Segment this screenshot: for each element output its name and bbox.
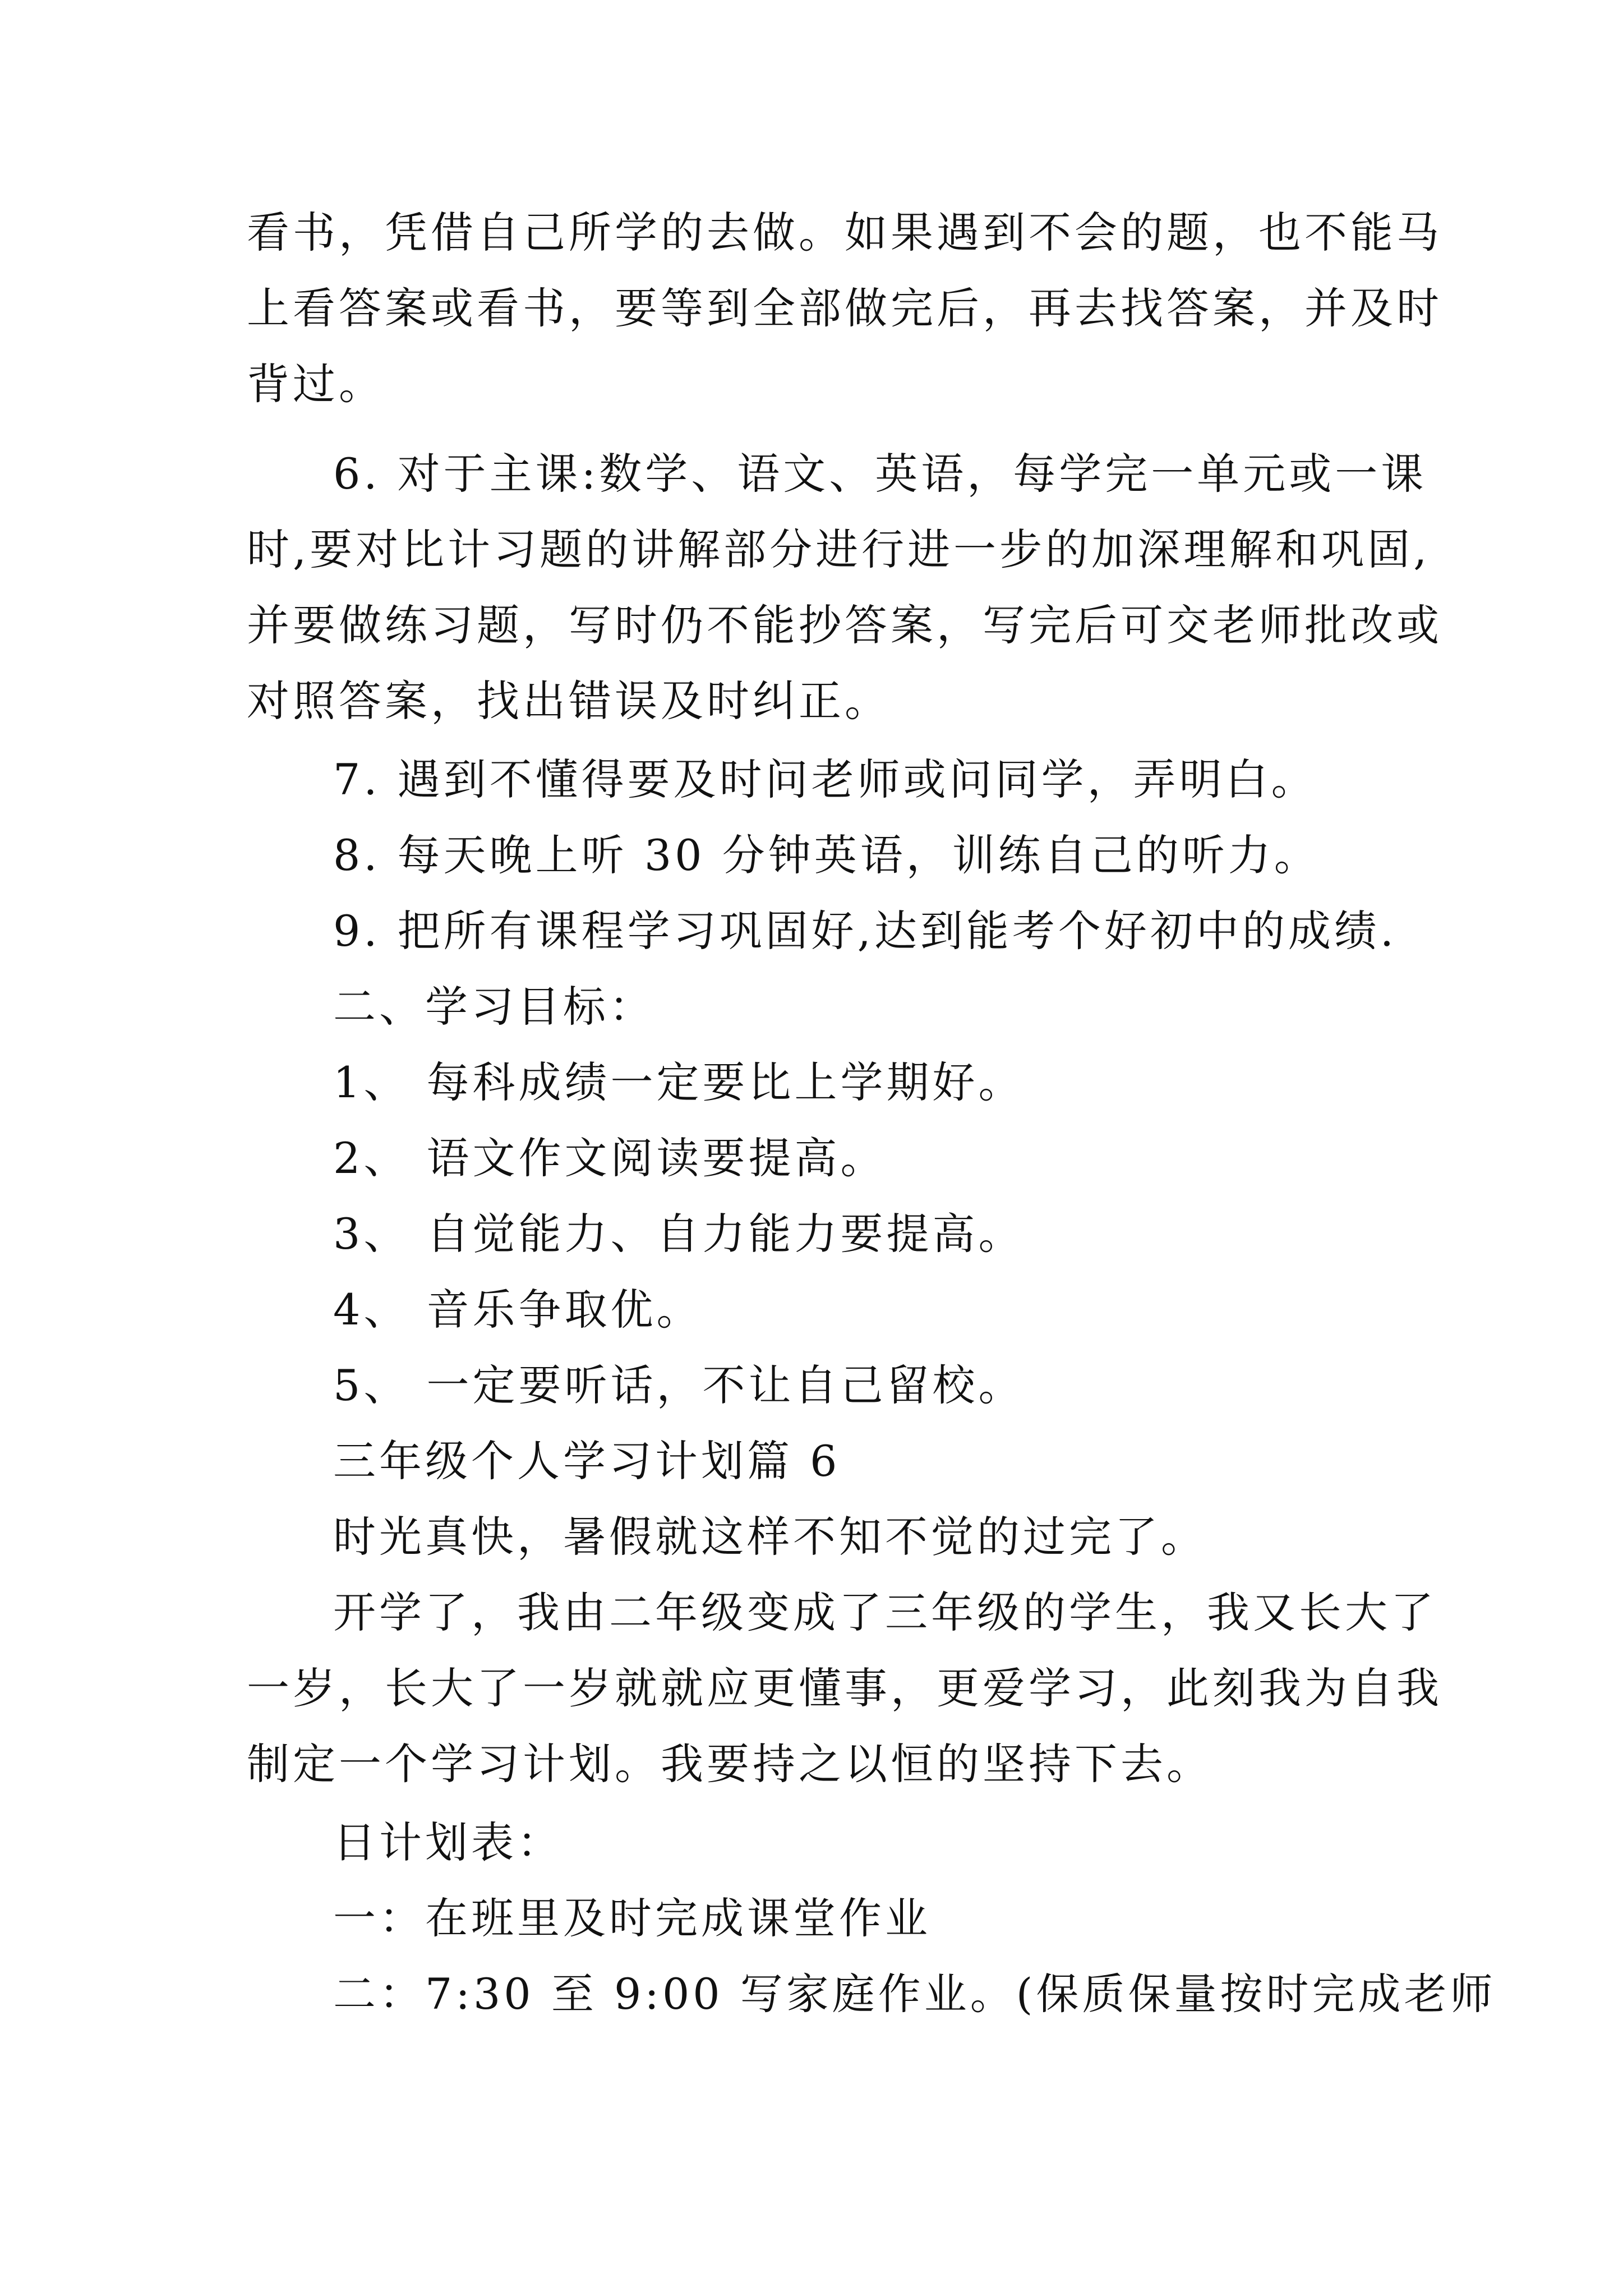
paragraph-line-1b: 开学了，我由二年级变成了三年级的学生，我又长大了 [333, 1588, 1437, 1637]
list-item-9: 9. 把所有课程学习巩固好,达到能考个好初中的成绩. [333, 906, 1397, 956]
goal-item-2: 2、 语文作文阅读要提高。 [333, 1133, 887, 1183]
schedule-item-2: 二：7:30 至 9:00 写家庭作业。(保质保量按时完成老师 [333, 1969, 1496, 2019]
list-item-7: 7. 遇到不懂得要及时问老师或问同学，弄明白。 [333, 754, 1317, 804]
list-item-6-line-1: 6. 对于主课:数学、语文、英语，每学完一单元或一课 [333, 449, 1427, 499]
goal-item-4: 4、 音乐争取优。 [333, 1285, 703, 1335]
list-item-6-line-2: 时,要对比计习题的讲解部分进行进一步的加深理解和巩固, [247, 524, 1431, 574]
paragraph-line-3: 背过。 [247, 359, 385, 409]
goal-item-3: 3、 自觉能力、自力能力要提高。 [333, 1209, 1025, 1259]
paragraph-line-3b: 制定一个学习计划。我要持之以恒的坚持下去。 [247, 1739, 1212, 1789]
schedule-item-1: 一：在班里及时完成课堂作业 [333, 1893, 931, 1943]
list-item-6-line-3: 并要做练习题，写时仍不能抄答案，写完后可交老师批改或 [247, 600, 1442, 650]
paragraph-line-1: 看书，凭借自己所学的去做。如果遇到不会的题，也不能马 [247, 208, 1442, 257]
section-heading-goals: 二、学习目标： [333, 982, 655, 1032]
paragraph-intro: 时光真快，暑假就这样不知不觉的过完了。 [333, 1512, 1207, 1562]
goal-item-1: 1、 每科成绩一定要比上学期好。 [333, 1057, 1025, 1107]
schedule-heading: 日计划表： [333, 1818, 563, 1867]
article-title: 三年级个人学习计划篇 6 [333, 1436, 841, 1486]
goal-item-5: 5、 一定要听话，不让自己留校。 [333, 1360, 1025, 1410]
paragraph-line-2b: 一岁，长大了一岁就就应更懂事，更爱学习，此刻我为自我 [247, 1663, 1442, 1713]
paragraph-line-2: 上看答案或看书，要等到全部做完后，再去找答案，并及时 [247, 283, 1442, 333]
list-item-8: 8. 每天晚上听 30 分钟英语，训练自己的听力。 [333, 830, 1320, 880]
list-item-6-line-4: 对照答案，找出错误及时纠正。 [247, 676, 891, 726]
